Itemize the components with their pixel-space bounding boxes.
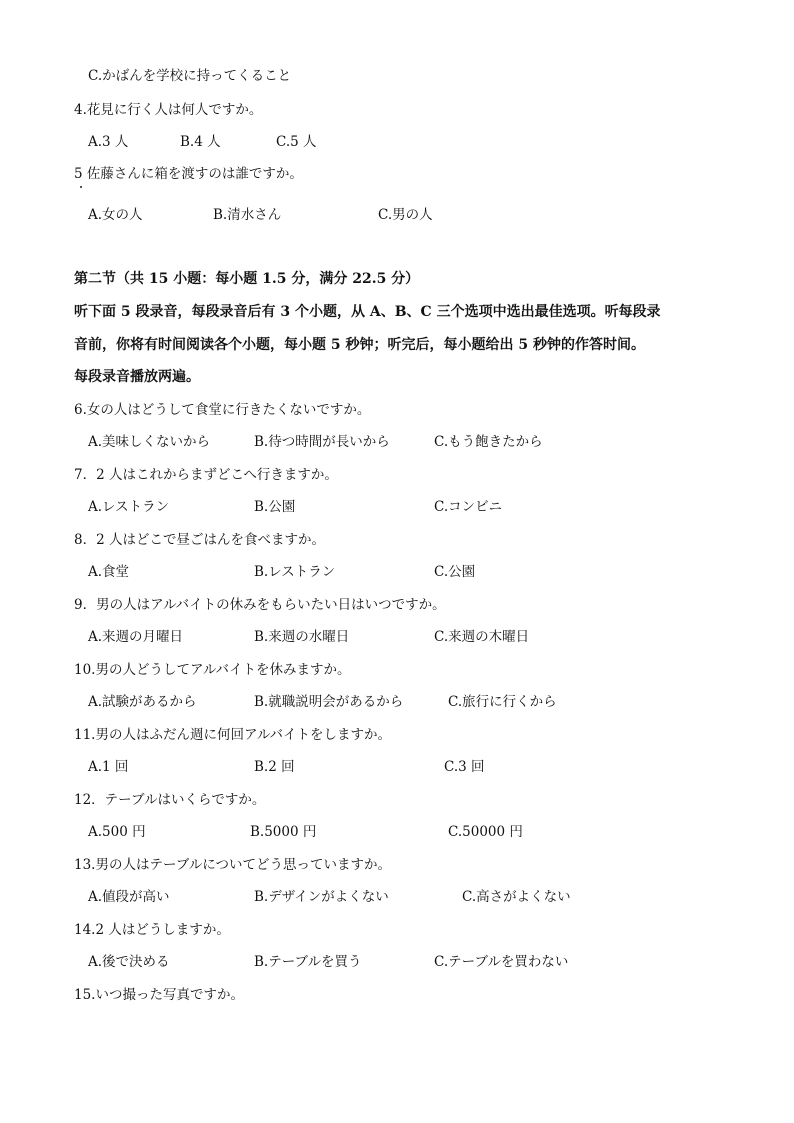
q11-option-b: B.2 回	[254, 759, 295, 775]
q9-option-b: B.来週の水曜日	[254, 629, 350, 645]
q13-option-a: A.値段が高い	[88, 889, 170, 905]
q12-option-a: A.500 円	[88, 824, 146, 840]
q11-option-c: C.3 回	[444, 759, 485, 775]
q7-option-b: B.公園	[254, 499, 296, 515]
question-8: 8．2 人はどこで昼ごはんを食べますか。	[74, 532, 325, 548]
q4-option-a: A.3 人	[88, 134, 129, 150]
q7-option-c: C.コンビニ	[434, 499, 503, 515]
q8-option-c: C.公園	[434, 564, 476, 580]
instruction-line-1: 听下面 5 段录音，每段录音后有 3 个小题，从 A、B、C 三个选项中选出最佳选项。听每段录	[74, 304, 661, 320]
question-14: 14.2 人はどうしますか。	[74, 922, 230, 938]
q13-option-b: B.デザインがよくない	[254, 889, 389, 905]
question-12: 12．テーブルはいくらですか。	[74, 792, 266, 808]
q4-option-b: B.4 人	[180, 134, 221, 150]
q5-option-a: A.女の人	[88, 207, 143, 223]
question-13: 13.男の人はテーブルについてどう思っていますか。	[74, 857, 391, 873]
q4-option-c: C.5 人	[276, 134, 317, 150]
question-5: 5 佐藤さんに箱を渡すのは誰ですか。	[74, 166, 303, 182]
q8-option-b: B.レストラン	[254, 564, 336, 580]
q3-option-c: C.かばんを学校に持ってくること	[88, 68, 292, 84]
q12-option-c: C.50000 円	[448, 824, 523, 840]
q14-option-a: A.後で決める	[88, 954, 170, 970]
q10-option-b: B.就職説明会があるから	[254, 694, 404, 710]
q14-option-b: B.テーブルを買う	[254, 954, 362, 970]
q7-option-a: A.レストラン	[88, 499, 170, 515]
question-15: 15.いつ撮った写真ですか。	[74, 987, 244, 1003]
q14-option-c: C.テーブルを買わない	[434, 954, 569, 970]
question-10: 10.男の人どうしてアルバイトを休みますか。	[74, 662, 351, 678]
instruction-line-2: 音前，你将有时间阅读各个小题，每小题 5 秒钟；听完后，每小题给出 5 秒钟的作答时间。	[74, 337, 645, 353]
q6-option-c: C.もう飽きたから	[434, 434, 543, 450]
q13-option-c: C.高さがよくない	[462, 889, 571, 905]
stray-mark	[80, 186, 82, 188]
question-6: 6.女の人はどうして食堂に行きたくないですか。	[74, 402, 371, 418]
q5-option-c: C.男の人	[378, 207, 433, 223]
q9-option-a: A.来週の月曜日	[88, 629, 184, 645]
q5-option-b: B.清水さん	[213, 207, 282, 223]
q6-option-a: A.美味しくないから	[88, 434, 211, 450]
question-7: 7．2 人はこれからまずどこへ行きますか。	[74, 467, 338, 483]
q6-option-b: B.待つ時間が長いから	[254, 434, 390, 450]
instruction-line-3: 每段录音播放两遍。	[74, 369, 200, 385]
q10-option-a: A.試験があるから	[88, 694, 197, 710]
q10-option-c: C.旅行に行くから	[448, 694, 557, 710]
q11-option-a: A.1 回	[88, 759, 129, 775]
question-4: 4.花見に行く人は何人ですか。	[74, 102, 263, 118]
q9-option-c: C.来週の木曜日	[434, 629, 530, 645]
question-11: 11.男の人はふだん週に何回アルバイトをしますか。	[74, 727, 391, 743]
section-heading: 第二节（共 15 小题：每小题 1.5 分，满分 22.5 分）	[74, 271, 420, 287]
q8-option-a: A.食堂	[88, 564, 130, 580]
question-9: 9．男の人はアルバイトの休みをもらいたい日はいつですか。	[74, 597, 446, 613]
q12-option-b: B.5000 円	[250, 824, 317, 840]
